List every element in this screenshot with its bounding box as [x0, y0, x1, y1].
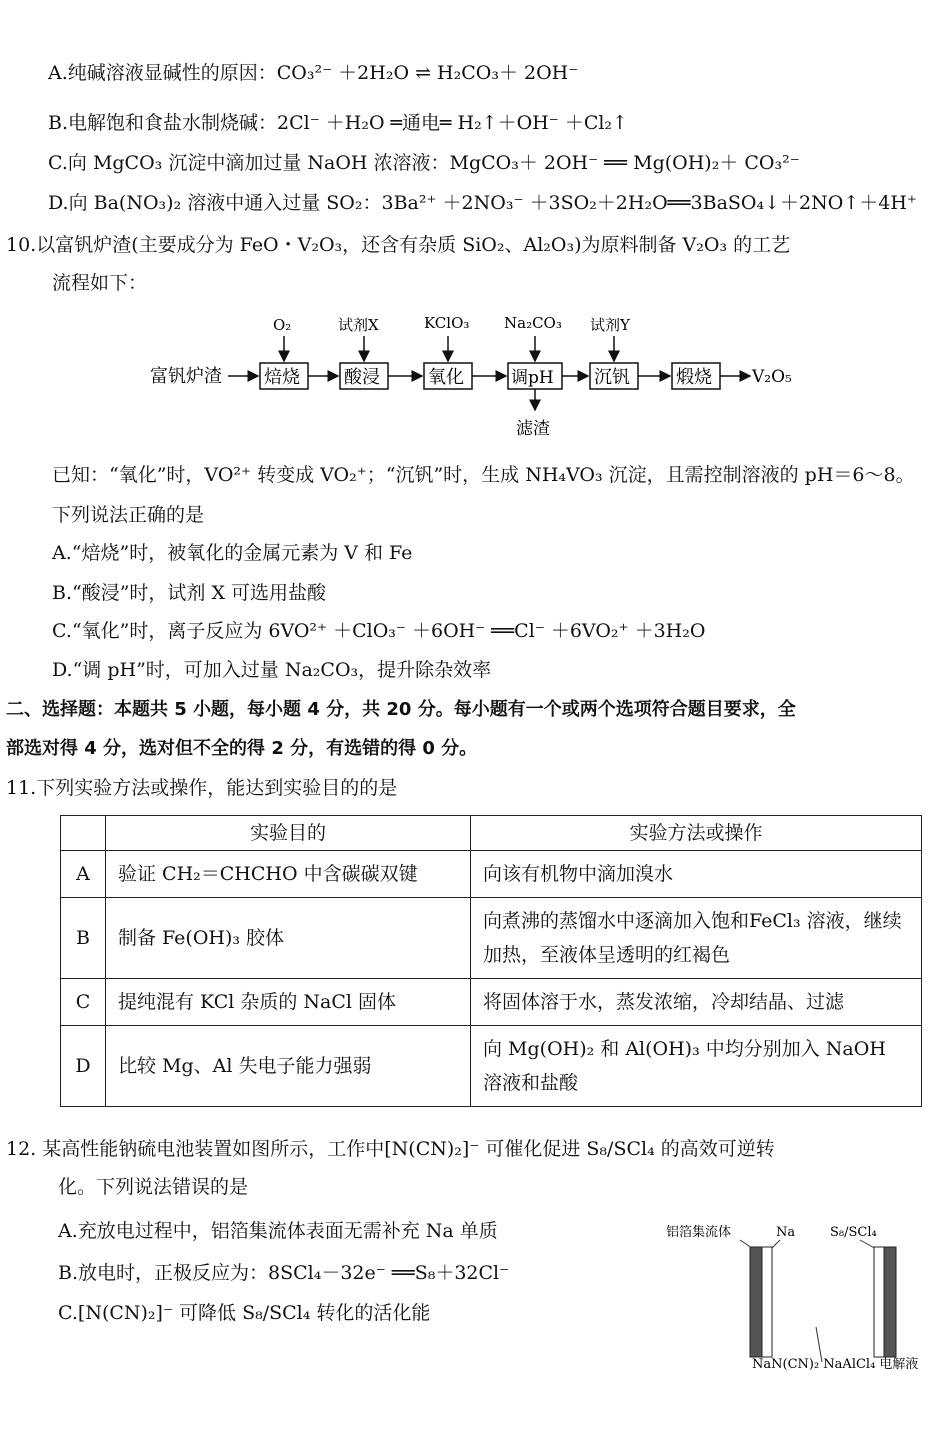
table-header-key — [61, 816, 106, 851]
table-row — [61, 1026, 922, 1107]
q11-stem: 11.下列实验方法或操作，能达到实验目的的是 — [6, 777, 398, 799]
q10-option-a: A.“焙烧”时，被氧化的金属元素为 V 和 Fe — [52, 542, 413, 564]
table-header-goal: 实验目的 — [106, 816, 471, 851]
label-s8-scl4: S₈/SCl₄ — [830, 1225, 877, 1240]
flow-step-5 — [590, 316, 638, 389]
svg-text:酸浸: 酸浸 — [344, 367, 380, 388]
flow-step-4 — [504, 314, 562, 439]
q12-option-a: A.充放电过程中，铝箔集流体表面无需补充 Na 单质 — [58, 1220, 498, 1242]
svg-text:焙烧: 焙烧 — [264, 367, 300, 388]
flow-reagent-3: KClO₃ — [424, 314, 470, 332]
row-goal: 制备 Fe(OH)₃ 胶体 — [106, 898, 471, 979]
q12-option-c: C.[N(CN)₂]⁻ 可降低 S₈/SCl₄ 转化的活化能 — [58, 1302, 431, 1324]
q12-battery-figure — [660, 1212, 930, 1412]
al-foil-electrode — [750, 1247, 762, 1357]
q12-stem-line1: 12. 某高性能钠硫电池装置如图所示，工作中[N(CN)₂]⁻ 可催化促进 S₈/SCl₄ 的高效可逆转 — [6, 1138, 775, 1160]
section2-line2: 部选对得 4 分，选对但不全的得 2 分，有选错的得 0 分。 — [6, 738, 478, 759]
q9-option-d: D.向 Ba(NO₃)₂ 溶液中通入过量 SO₂：3Ba²⁺ ＋2NO₃⁻ ＋3SO₂＋2H₂O══3BaSO₄↓＋2NO↑＋4H⁺ — [48, 192, 917, 214]
table-header-method: 实验方法或操作 — [471, 816, 922, 851]
row-key: C — [61, 979, 106, 1026]
table-row — [61, 898, 922, 979]
svg-text:沉钒: 沉钒 — [594, 367, 630, 388]
flow-step-6 — [672, 363, 720, 389]
svg-text:氧化: 氧化 — [428, 367, 464, 388]
flow-reagent-2: 试剂X — [338, 316, 379, 334]
flow-step-3 — [424, 314, 472, 389]
row-key: B — [61, 898, 106, 979]
flow-end-label: V₂O₅ — [752, 367, 792, 387]
flow-step-2 — [338, 316, 388, 389]
q12-option-b: B.放电时，正极反应为：8SCl₄－32e⁻ ══S₈＋32Cl⁻ — [58, 1262, 510, 1284]
q9-option-b: B.电解饱和食盐水制烧碱：2Cl⁻ ＋H₂O ═通电═ H₂↑＋OH⁻ ＋Cl₂↑ — [48, 112, 628, 134]
row-goal: 比较 Mg、Al 失电子能力强弱 — [106, 1026, 471, 1107]
s-electrode — [884, 1247, 896, 1357]
q12-stem-line2: 化。下列说法错误的是 — [58, 1176, 249, 1198]
row-goal: 验证 CH₂＝CHCHO 中含碳碳双键 — [106, 851, 471, 898]
na-layer — [762, 1247, 772, 1357]
q10-known-line1: 已知：“氧化”时，VO²⁺ 转变成 VO₂⁺；“沉钒”时，生成 NH₄VO₃ 沉淀，且需控制溶液的 pH＝6～8。 — [52, 464, 915, 486]
q10-option-b: B.“酸浸”时，试剂 X 可选用盐酸 — [52, 582, 327, 604]
q10-known-line2: 下列说法正确的是 — [52, 504, 205, 526]
s-electrode-inner — [874, 1247, 884, 1357]
flow-byproduct: 滤渣 — [516, 419, 550, 439]
table-header-row — [61, 816, 922, 851]
q9-option-a: A.纯碱溶液显碱性的原因：CO₃²⁻ ＋2H₂O ⇌ H₂CO₃＋ 2OH⁻ — [48, 62, 579, 84]
q10-option-c: C.“氧化”时，离子反应为 6VO²⁺ ＋ClO₃⁻ ＋6OH⁻ ══Cl⁻ ＋6VO₂⁺ ＋3H₂O — [52, 620, 706, 642]
q10-option-d: D.“调 pH”时，可加入过量 Na₂CO₃，提升除杂效率 — [52, 659, 492, 681]
row-method: 向 Mg(OH)₂ 和 Al(OH)₃ 中均分别加入 NaOH 溶液和盐酸 — [471, 1026, 922, 1107]
row-goal: 提纯混有 KCl 杂质的 NaCl 固体 — [106, 979, 471, 1026]
table-row — [61, 851, 922, 898]
row-method: 向该有机物中滴加溴水 — [471, 851, 922, 898]
flow-reagent-1: O₂ — [273, 316, 292, 334]
q10-stem-line1: 10.以富钒炉渣(主要成分为 FeO・V₂O₃，还含有杂质 SiO₂、Al₂O₃)为原料制备 V₂O₃ 的工艺 — [6, 234, 791, 256]
row-method: 向煮沸的蒸馏水中逐滴加入饱和FeCl₃ 溶液，继续加热，至液体呈透明的红褐色 — [471, 898, 922, 979]
q9-option-c: C.向 MgCO₃ 沉淀中滴加过量 NaOH 浓溶液：MgCO₃＋ 2OH⁻ ══ Mg(OH)₂＋ CO₃²⁻ — [48, 152, 800, 174]
row-key: A — [61, 851, 106, 898]
svg-text:煅烧: 煅烧 — [676, 367, 712, 388]
label-al-foil: 铝箔集流体 — [666, 1225, 732, 1240]
section2-line1: 二、选择题：本题共 5 小题，每小题 4 分，共 20 分。每小题有一个或两个选项符合题目要求，全 — [6, 699, 796, 720]
flow-start-label: 富钒炉渣 — [150, 366, 222, 387]
q10-flow-diagram — [140, 308, 820, 448]
row-method: 将固体溶于水，蒸发浓缩，冷却结晶、过滤 — [471, 979, 922, 1026]
label-electrolyte: NaN(CN)₂ NaAlCl₄ 电解液 — [752, 1357, 919, 1372]
svg-text:调pH: 调pH — [511, 368, 554, 388]
flow-reagent-5: 试剂Y — [590, 316, 630, 334]
q11-table — [60, 815, 922, 1107]
table-row — [61, 979, 922, 1026]
flow-step-1 — [260, 316, 308, 389]
q10-stem-line2: 流程如下： — [52, 272, 148, 294]
label-na: Na — [776, 1225, 796, 1240]
flow-reagent-4: Na₂CO₃ — [504, 314, 562, 332]
row-key: D — [61, 1026, 106, 1107]
